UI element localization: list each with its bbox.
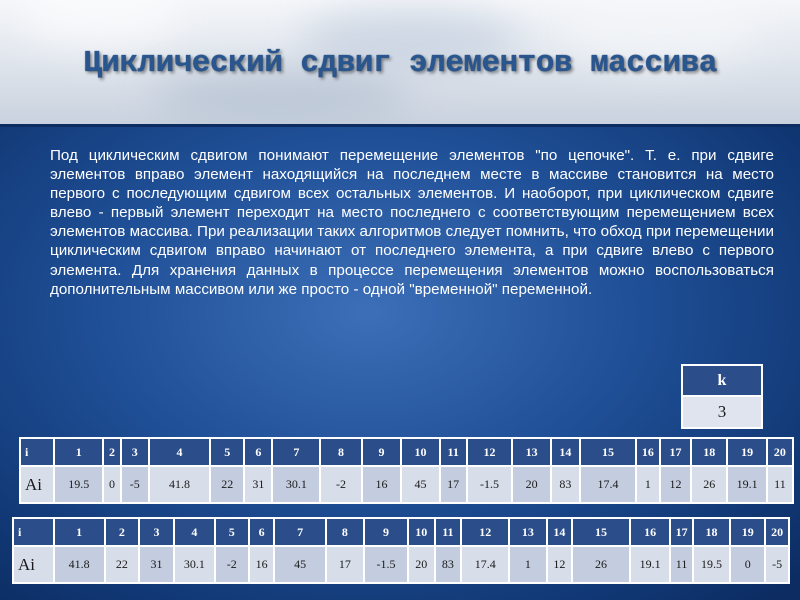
value-row [13,546,789,583]
index-cell: 15 [580,438,636,466]
k-value: 3 [682,396,762,428]
index-cell: 13 [512,438,550,466]
index-row-label: i [13,518,54,546]
value-cell: 45 [401,466,439,503]
value-cell: 22 [105,546,139,583]
value-cell: 17.4 [461,546,509,583]
value-cell: 45 [274,546,325,583]
value-cell: 31 [244,466,272,503]
value-cell: -5 [121,466,149,503]
index-cell: 14 [547,518,573,546]
index-cell: 16 [630,518,671,546]
index-cell: 9 [364,518,408,546]
index-row [20,438,793,466]
value-cell: 16 [249,546,275,583]
value-cell: -5 [765,546,789,583]
value-cell: 11 [670,546,692,583]
value-cell: 83 [435,546,462,583]
index-cell: 3 [121,438,149,466]
value-cell: 19.1 [727,466,766,503]
index-cell: 2 [105,518,139,546]
index-cell: 9 [362,438,401,466]
value-cell: -2 [215,546,249,583]
value-cell: 12 [660,466,691,503]
value-cell: 41.8 [54,546,105,583]
index-cell: 15 [572,518,630,546]
index-cell: 11 [435,518,462,546]
value-row-label: Ai [13,546,54,583]
index-row-label: i [20,438,54,466]
value-cell: 11 [767,466,793,503]
index-cell: 3 [139,518,174,546]
body-paragraph: Под циклическим сдвигом понимают перемещение элементов "по цепочке". Т. е. при сдвиге элементов вправо элемент находящийся на последнем месте в массиве становится на место первого с последующим сдвигом всех остальных элементов. И наоборот, при циклическом сдвиге влево - первый элемент переходит на место последнего с соответствующим перемещением всех элементов массива. При реализации таких алгоритмов следует помнить, что обход при перемещении циклическим сдвигом вправо начинают от последнего элемента, а при сдвиге влево с первого элемента. Для хранения данных в процессе перемещения элементов можно воспользоваться дополнительным массивом или же просто - одной "временной" переменной. [50,147,774,298]
index-cell: 6 [244,438,272,466]
value-row [20,466,793,503]
value-cell: 20 [408,546,435,583]
index-cell: 17 [670,518,692,546]
index-cell: 4 [149,438,210,466]
index-cell: 12 [467,438,513,466]
title-banner [0,0,800,124]
value-cell: 0 [730,546,765,583]
index-cell: 19 [730,518,765,546]
value-cell: 1 [636,466,660,503]
k-table [681,364,763,429]
value-cell: 26 [572,546,630,583]
value-cell: 30.1 [174,546,215,583]
slide-title: Циклический сдвиг элементов массива [83,46,717,81]
index-cell: 5 [215,518,249,546]
index-cell: 7 [274,518,325,546]
value-cell: 19.1 [630,546,671,583]
value-cell: 20 [512,466,550,503]
value-cell: 0 [103,466,121,503]
index-cell: 7 [272,438,320,466]
index-cell: 1 [54,518,105,546]
value-cell: -1.5 [364,546,408,583]
value-cell: 31 [139,546,174,583]
value-row-label: Ai [20,466,54,503]
index-cell: 11 [440,438,467,466]
title-divider [0,124,800,127]
index-cell: 1 [54,438,103,466]
value-cell: 22 [210,466,244,503]
index-cell: 12 [461,518,509,546]
index-cell: 5 [210,438,244,466]
index-cell: 4 [174,518,215,546]
index-cell: 20 [767,438,793,466]
index-cell: 14 [551,438,580,466]
value-cell: 83 [551,466,580,503]
k-header: k [682,365,762,396]
value-cell: 19.5 [54,466,103,503]
value-cell: 17 [440,466,467,503]
value-cell: 1 [509,546,546,583]
value-cell: 12 [547,546,573,583]
index-cell: 13 [509,518,546,546]
index-cell: 6 [249,518,275,546]
index-cell: 8 [320,438,362,466]
index-cell: 16 [636,438,660,466]
value-cell: -2 [320,466,362,503]
value-cell: 30.1 [272,466,320,503]
index-cell: 20 [765,518,789,546]
index-cell: 17 [660,438,691,466]
banner-highlight [20,0,180,50]
index-cell: 10 [401,438,439,466]
index-cell: 18 [691,438,727,466]
value-cell: 41.8 [149,466,210,503]
value-cell: 26 [691,466,727,503]
value-cell: 17 [326,546,364,583]
shifted-array-table [12,517,790,584]
value-cell: 16 [362,466,401,503]
value-cell: -1.5 [467,466,513,503]
value-cell: 19.5 [693,546,730,583]
index-row [13,518,789,546]
value-cell: 17.4 [580,466,636,503]
index-cell: 8 [326,518,364,546]
original-array-table [19,437,794,504]
index-cell: 19 [727,438,766,466]
index-cell: 18 [693,518,730,546]
index-cell: 2 [103,438,121,466]
index-cell: 10 [408,518,435,546]
